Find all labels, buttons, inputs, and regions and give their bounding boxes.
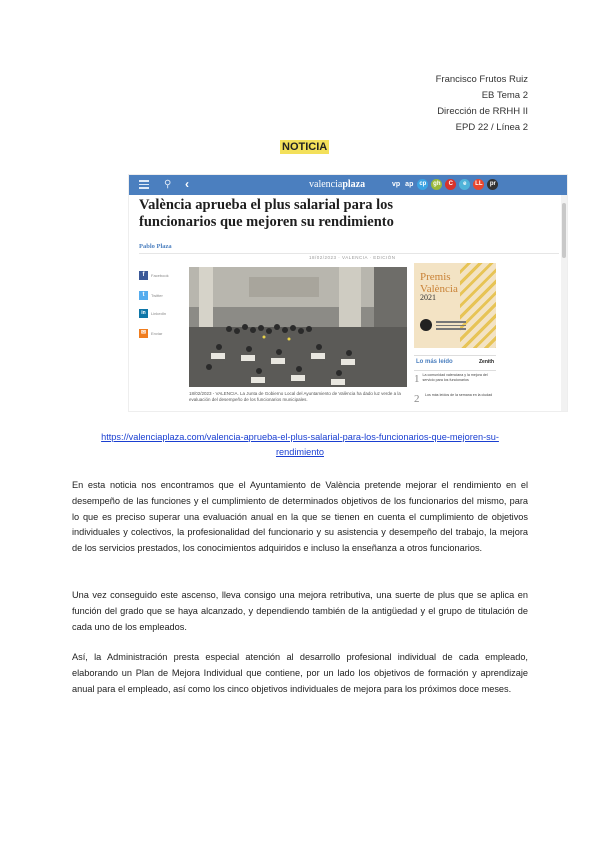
article-photo xyxy=(189,267,407,387)
body-paragraph: En esta noticia nos encontramos que el Ayuntamiento de València pretende mejorar el rendimiento en el desempeño de las funciones y el cumplimiento de determinados objetivos de los funcionarios del mismo, para lo que es preciso superar una evaluación anual en la que se tienen en cuenta el cumplimiento de objetivos individuales y colectivos, la profesionalidad del funcionario y su asistencia y desempeño del trabajo, la mejora de los servicios prestados, los conocimientos adquiridos e incluso la enseñanza a otros funcionarios. xyxy=(72,480,528,554)
back-arrow-icon: ‹ xyxy=(185,177,189,191)
share-twitter xyxy=(139,291,179,300)
article-headline: València aprueba el plus salarial para los funcionarios que mejoren su rendimiento xyxy=(139,197,394,230)
article-byline: Pablo Plaza xyxy=(139,243,172,250)
most-read-item: 2 Los más leídos de la semana en la ciudad xyxy=(414,393,493,405)
scrollbar xyxy=(561,195,567,411)
section-title: NOTICIA xyxy=(282,141,328,153)
most-read-header xyxy=(414,355,496,371)
article-screenshot xyxy=(128,174,568,412)
site-navbar xyxy=(129,175,567,195)
body-paragraph: Así, la Administración presta especial atención al desarrollo profesional individual de cada empleado, elaborando un Plan de Mejora Individual que contiene, por un lado los objetivos de formación y aprendizaje anual para el empleado, así como los cinco objetivos individuales de mejora para los próximos doce meses. xyxy=(72,652,528,694)
body-paragraph: Una vez conseguido este ascenso, lleva consigo una mejora retributiva, una suerte de plus que se aplica en función del grado que se haya alcanzado, y dependiendo también de la antigüedad y el grupo de titulación de cada uno de los empleados. xyxy=(72,590,528,632)
share-label: LinkedIn xyxy=(151,311,167,316)
photo-caption: 18/02/2023 - VALENCIA. La Junta de Gobierno Local del Ayuntamiento de València ha dado luz verde a la evaluación del desempeño de los funcionarios municipales. xyxy=(189,391,401,402)
network-badge: e xyxy=(459,179,470,190)
article-link[interactable]: https://valenciaplaza.com/valencia-aprueba-el-plus-salarial-para-los-funcionarios-que-mejoren-su-rendimiento xyxy=(101,432,499,457)
promo-year: 2021 xyxy=(420,293,436,302)
promo-title: València xyxy=(420,283,458,295)
article-dateline: 18/02/2023 · VALENCIA · EDICIÓN xyxy=(309,255,396,260)
share-linkedin xyxy=(139,309,179,318)
network-badge: ap xyxy=(405,181,414,188)
divider xyxy=(139,253,559,254)
linkedin-icon: in xyxy=(139,309,148,318)
network-badge: C xyxy=(445,179,456,190)
site-logo: valenciaplaza xyxy=(309,179,366,190)
email-icon: ✉ xyxy=(140,330,147,336)
network-badge: pr xyxy=(487,179,498,190)
promo-banner xyxy=(414,263,496,348)
twitter-icon: t xyxy=(139,291,148,300)
course-name: Dirección de RRHH II xyxy=(437,106,528,117)
most-read-item: 1 La comunidad valenciana y la mejora del servicio para los funcionarios xyxy=(414,373,488,385)
share-label: Twitter xyxy=(151,293,163,298)
network-badges xyxy=(391,179,498,190)
share-label: Facebook xyxy=(151,273,169,278)
topic-label: EB Tema 2 xyxy=(481,90,528,101)
promo-title: Premis xyxy=(420,271,451,283)
share-email xyxy=(139,329,179,338)
promo-logo xyxy=(420,319,432,331)
menu-icon xyxy=(139,180,149,189)
share-facebook xyxy=(139,271,179,280)
network-badge: LL xyxy=(473,179,484,190)
sponsor-logo: Zenith xyxy=(479,359,494,365)
group-label: EPD 22 / Línea 2 xyxy=(455,122,528,133)
author-name: Francisco Frutos Ruiz xyxy=(435,74,528,85)
network-badge: vp xyxy=(392,181,401,188)
facebook-icon: f xyxy=(139,271,148,280)
network-badge: gh xyxy=(431,179,442,190)
most-read-label: Lo más leído xyxy=(416,359,453,365)
network-badge: cp xyxy=(417,179,428,190)
share-label: Enviar xyxy=(151,331,163,336)
document-header xyxy=(436,72,528,136)
search-icon: ⚲ xyxy=(164,179,172,190)
